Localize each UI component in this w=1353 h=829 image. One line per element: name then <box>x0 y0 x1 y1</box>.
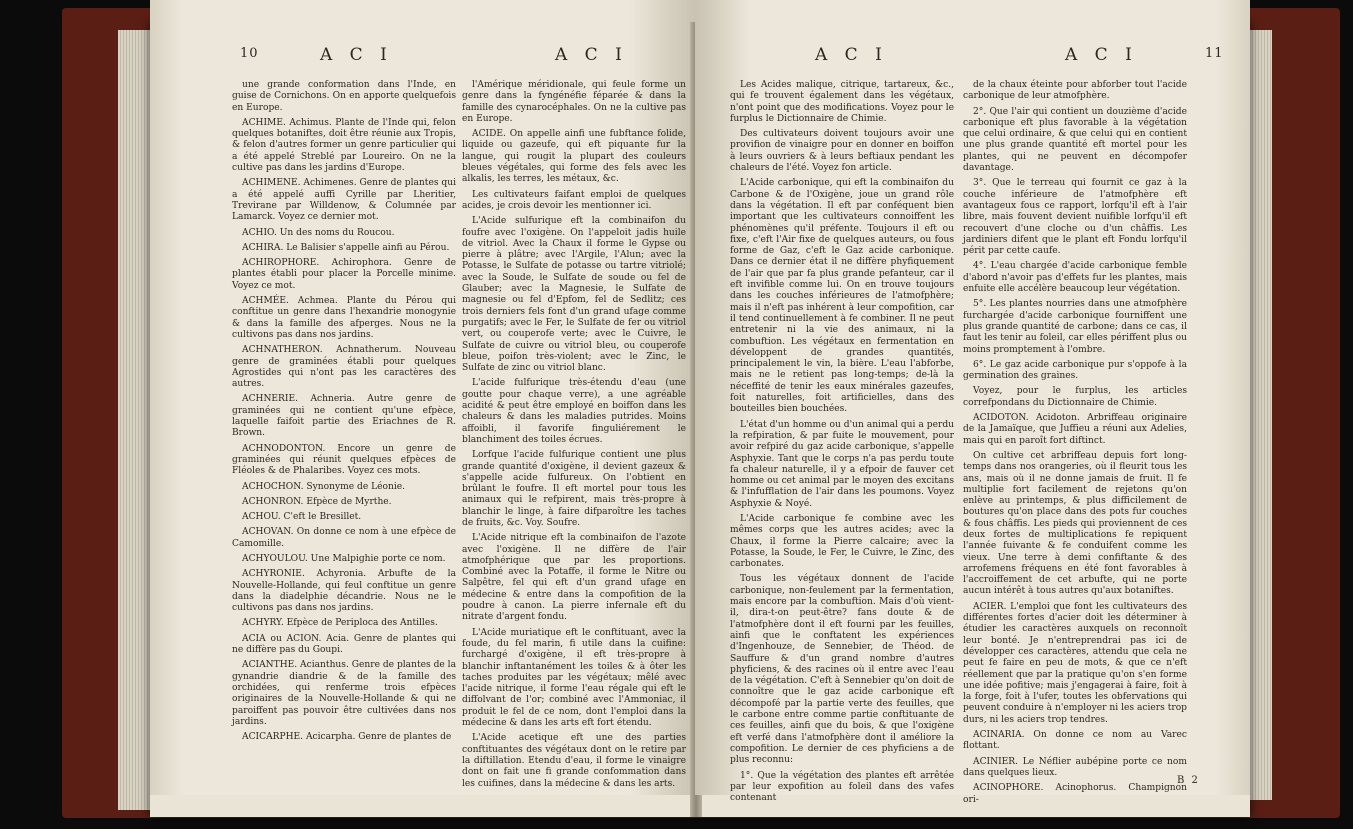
paragraph: 1°. Que la végétation des plantes eft arrêtée par leur expofition au foleil dans des vafes contenant <box>730 770 954 804</box>
paragraph: ACICARPHE. Acicarpha. Genre de plantes de <box>242 732 452 743</box>
paragraph: ACHYOULOU. Une Malpighie porte ce nom. <box>242 553 446 564</box>
paragraph: Lorfque l'acide fulfurique contient une plus grande quantité d'oxigène, il devient gazeux & s'appelle acide fulfureux. On l'obtient en brûlant le foufre. Il eft mortel pour tous les animaux qui le refpirent, mais très-propre à blanchir le linge, à faire difparoître les taches de fruits, &c. Voy. Soufre. <box>462 450 686 528</box>
paragraph: 4°. L'eau chargée d'acide carbonique femble d'abord n'avoir pas d'effets fur les plantes, mais enfuite elle accélère beaucoup leur végétation. <box>963 261 1187 295</box>
paragraph: L'Acide acetique eft une des parties conftituantes des végétaux dont on le retire par la diftillation. Etendu d'eau, il forme le vinaigre dont on fait une fi grande confommation dans les cuifines, dans la médecine & dans les arts. <box>462 733 686 789</box>
paragraph: ACHOU. C'eft le Bresillet. <box>242 512 362 523</box>
text-column <box>462 80 686 794</box>
paragraph: L'Acide muriatique eft le conftituant, avec la foude, du fel marin, fi utile dans la cuifine: furchargé d'oxigène, il eft très-propre à blanchir inftantanément les toiles & à ôter les taches produites par les végétaux; mêlé avec l'acide nitrique, il forme l'eau régale qui eft le diffolvant de l'or; combiné avec l'Ammoniac, il produit le fel de ce nom, dont l'emploi dans la médecine & dans les arts eft fort étendu. <box>462 627 686 729</box>
paragraph: ACHYRONIE. Achyronia. Arbufte de la Nouvelle-Hollande, qui feul conftitue un genre dans la diadelphie décandrie. Nous ne le cultivons pas dans nos jardins. <box>232 569 456 614</box>
paragraph: ACHIME. Achimus. Plante de l'Inde qui, felon quelques botaniftes, doit être réunie aux Tropis, & felon d'autres former un genre particulier qui a été appelé Streblé par Loureiro. On ne la cultive pas dans les jardins d'Europe. <box>232 117 456 174</box>
right-page <box>695 0 1250 805</box>
paragraph: 2°. Que l'air qui contient un douzième d'acide carbonique eft plus favorable à la végétation que celui ordinaire, & que celui qui en contient une plus grande quantité eft mortel pour les plantes, qui ne peuvent en décompofer davantage. <box>963 106 1187 174</box>
paragraph: ACINOPHORE. Acinophorus. Champignon ori- <box>963 783 1187 805</box>
paragraph: ACHNODONTON. Encore un genre de graminées qui réunit quelques efpèces de Fléoles & de Phalaribes. Voyez ces mots. <box>232 443 456 477</box>
page-number: 10 <box>240 46 259 61</box>
paragraph: ACIDE. On appelle ainfi une fubftance folide, liquide ou gazeufe, qui eft piquante fur la langue, qui rougit la plupart des couleurs bleues végétales, qui forme des fels avec les alkalis, les terres, les métaux, &c. <box>462 129 686 185</box>
paragraph: ACHOCHON. Synonyme de Léonie. <box>242 481 406 492</box>
paragraph: une grande conformation dans l'Inde, en guise de Cornichons. On en apporte quelquefois en Europe. <box>232 80 456 113</box>
paragraph: ACINARIA. On donne ce nom au Varec flottant. <box>963 730 1187 752</box>
page-edges-left <box>118 30 152 810</box>
text-column <box>232 80 456 747</box>
paragraph: ACHNERIE. Achneria. Autre genre de graminées qui ne contient qu'une efpèce, laquelle faifoit partie des Eriachnes de R. Brown. <box>232 394 456 439</box>
paragraph: L'état d'un homme ou d'un animal qui a perdu la refpiration, & par fuite le mouvement, pour avoir refpiré du gaz acide carbonique, s'appelle Asphyxie. Tant que le corps n'a pas perdu toute fa chaleur naturelle, il y a efpoir de fauver cet homme ou cet animal par le moyen des excitans & l'infufflation de l'air dans les poumons. Voyez Asphyxie & Noyé. <box>730 419 954 509</box>
paragraph: ACHIMENE. Achimenes. Genre de plantes qui a été appelé auffi Cyrille par Lheritier, Trevirane par Willdenow, & Columnée par Lamarck. Voyez ce dernier mot. <box>232 178 456 223</box>
paragraph: ACHMÉE. Achmea. Plante du Pérou qui conftitue un genre dans l'hexandrie monogynie & dans la famille des afperges. Nous ne la cultivons pas dans nos jardins. <box>232 296 456 340</box>
running-head: A C I <box>1065 45 1138 65</box>
paragraph: ACHNATHERON. Achnatherum. Nouveau genre de graminées établi pour quelques Agrostides qui n'ont pas les caractères des autres. <box>232 345 456 390</box>
paragraph: ACIA ou ACION. Acia. Genre de plantes qui ne diffère pas du Goupi. <box>232 633 456 656</box>
paragraph: L'Acide sulfurique eft la combinaifon du foufre avec l'oxigène. On l'appeloit jadis huile de vitriol. Avec la Chaux il forme le Gypse ou pierre à plâtre; avec l'Argile, l'Alun; avec la Potasse, le Sulfate de potasse ou tartre vitriolé; avec la Soude, le Sulfate de soude ou fel de Glauber; avec la Magnesie, le Sulfate de magnesie ou fel d'Epfom, fel de Sedlitz; ces trois derniers fels font d'un grand ufage comme purgatifs; avec le Fer, le Sulfate de fer ou vitriol vert, ou couperofe verte; avec le Cuivre, le Sulfate de cuivre ou vitriol bleu, ou couperofe bleue, poifon très-violent; avec le Zinc, le Sulfate de zinc ou vitriol blanc. <box>462 216 686 374</box>
paragraph: L'Acide carbonique fe combine avec les mêmes corps que les autres acides; avec la Chaux, il forme la Pierre calcaire; avec la Potasse, la Soude, le Fer, le Cuivre, le Zinc, des carbonates. <box>730 513 954 570</box>
paragraph: ACHYRY. Efpèce de Periploca des Antilles. <box>242 618 438 629</box>
left-page <box>150 0 695 795</box>
paragraph: Des cultivateurs doivent toujours avoir une provifion de vinaigre pour en donner en boiffon à leurs ouvriers & à leurs beftiaux pendant les chaleurs de l'été. Voyez fon article. <box>730 129 954 174</box>
paragraph: ACINIER. Le Néflier aubépine porte ce nom dans quelques lieux. <box>963 756 1187 778</box>
text-column <box>963 80 1187 810</box>
paragraph: ACIDOTON. Acidoton. Arbriffeau originaire de la Jamaïque, que Juffieu a réuni aux Adelies, mais qui en paroît fort diftinct. <box>963 413 1187 446</box>
paragraph: ACHOVAN. On donne ce nom à une efpèce de Camomille. <box>232 527 456 549</box>
running-head: A C I <box>320 45 393 65</box>
paragraph: 5°. Les plantes nourries dans une atmofphère furchargée d'acide carbonique fourniffent une plus grande quantité de carbone; dans ce cas, il faut les tenir au foleil, car elles périffent plus ou moins promptement à l'ombre. <box>963 299 1187 355</box>
paragraph: On cultive cet arbriffeau depuis fort long-temps dans nos orangeries, où il fleurit tous les ans, mais où il ne donne jamais de fruit. Il fe multiplie fort facilement de rejetons qu'on enlève au printemps, & plus difficilement de boutures qu'on place dans des pots fur couches & fous châffis. Les pieds qui proviennent de ces deux fortes de multiplications fe repiquent l'année fuivante & fe conduifent comme les vieux. Une terre à demi confiftante & des arrofemens fréquens en été font favorables à l'accroiffement de cet arbufte, qui ne porte aucun intérêt à tous autres qu'aux botaniftes. <box>963 450 1187 597</box>
paragraph: Les cultivateurs faifant emploi de quelques acides, je crois devoir les mentionner ici. <box>462 189 686 211</box>
paragraph: L'Acide nitrique eft la combinaifon de l'azote avec l'oxigène. Il ne diffère de l'air atmofphérique que par les proportions. Combiné avec la Potaffe, il forme le Nitre ou Salpêtre, fel qui eft d'un grand ufage en médecine & entre dans la compofition de la poudre à canon. La pierre infernale eft du nitrate d'argent fondu. <box>462 533 686 623</box>
paragraph: L'acide fulfurique très-étendu d'eau (une goutte pour chaque verre), a une agréable acidité & peut être employé en boiffon dans les chaleurs & dans les maladies putrides. Moins affoibli, il favorife finguliérement le blanchiment des toiles écrues. <box>462 378 686 445</box>
signature-mark: B 2 <box>1177 775 1200 786</box>
paragraph: l'Amérique méridionale, qui feule forme un genre dans la fyngénéfie féparée & dans la famille des cynarocéphales. On ne la cultive pas en Europe. <box>462 80 686 124</box>
page-edges-right <box>1250 30 1272 800</box>
paragraph: ACIANTHE. Acianthus. Genre de plantes de la gynandrie diandrie & de la famille des orchidées, qui renferme trois efpèces originaires de la Nouvelle-Hollande & qui ne paroiffent pas pouvoir être cultivées dans nos jardins. <box>232 660 456 727</box>
paragraph: ACIER. L'emploi que font les cultivateurs des différentes fortes d'acier doit les déterminer à étudier les caractères auxquels on reconnoît leur bonté. Je n'entreprendrai pas ici de développer ces caractères, attendu que cela ne peut fe faire en peu de mots, & que ce n'eft réellement que par la pratique qu'on s'en forme une idée pofitive; mais j'engagerai à faire, foit à la forge, foit à l'ufer, toutes les obfervations qui peuvent conduire à n'employer ni les aciers trop durs, ni les aciers trop tendres. <box>963 601 1187 725</box>
paragraph: de la chaux éteinte pour abforber tout l'acide carbonique de leur atmofphère. <box>963 80 1187 102</box>
paragraph: Voyez, pour le furplus, les articles correfpondans du Dictionnaire de Chimie. <box>963 386 1187 408</box>
paragraph: 6°. Le gaz acide carbonique pur s'oppofe à la germination des graines. <box>963 359 1187 382</box>
paragraph: ACHIRA. Le Balisier s'appelle ainfi au Pérou. <box>242 242 450 253</box>
running-head: A C I <box>815 45 888 65</box>
paragraph: L'Acide carbonique, qui eft la combinaifon du Carbone & de l'Oxigène, joue un grand rôle dans la végétation. Il eft par conféquent bien important que les cultivateurs connoiffent les phénomènes qu'il préfente. Toujours il eft ou fixe, c'eft l'Air fixe de quelques auteurs, ou fous forme de Gaz, c'eft le Gaz acide carbonique. Dans ce dernier état il ne diffère phyfiquement de l'air que par fa plus grande pefanteur, car il eft invifible comme lui. On en trouve toujours dans les couches inférieures de l'atmofphère; mais il n'eft pas inhérent à leur compofition, car il tend continuellement à fe combiner. Il ne peut entretenir ni la vie des animaux, ni la combuftion. Les végétaux en fermentation en développent de grandes quantités, principalement le vin, la bière. L'eau l'abforbe, mais ne le retient pas long-temps; de-là la néceffité de tenir les eaux minérales gazeufes, foit naturelles, foit artificielles, dans des bouteilles bien bouchées. <box>730 178 954 415</box>
paragraph: Les Acides malique, citrique, tartareux, &c., qui fe trouvent également dans les végétaux, n'ont point que des modifications. Voyez pour le furplus le Dictionnaire de Chimie. <box>730 80 954 124</box>
text-column <box>730 80 954 808</box>
paragraph: Tous les végétaux donnent de l'acide carbonique, non-feulement par la fermentation, mais encore par la combuftion. Mais d'où vient-il, dira-t-on peut-être? fans doute & de l'atmofphère dont il eft fourni par les feuilles, ainfi que le conftatent les expériences d'Ingenhouze, de Sennebier, de Théod. de Sauffure & d'un grand nombre d'autres phyficiens, & des racines où il entre avec l'eau de la végétation. C'eft à Sennebier qu'on doit de connoître que le gaz acide carbonique eft décompofé par la partie verte des feuilles, que le carbone entre comme partie conftituante de ces feuilles, ainfi que du bois, & que l'oxigène eft verfé dans l'atmofphère dont il améliore la compofition. Le dernier de ces phyficiens a de plus reconnu: <box>730 574 954 766</box>
paragraph: 3°. Que le terreau qui fournit ce gaz à la couche inférieure de l'atmofphère eft avantageux fous ce rapport, lorfqu'il eft à l'air libre, mais fouvent devient nuifible lorfqu'il eft recouvert d'une cloche ou d'un châffis. Les jardiniers difent que le plant eft Fondu lorfqu'il périt par cette caufe. <box>963 178 1187 257</box>
paragraph: ACHIO. Un des noms du Roucou. <box>242 227 395 238</box>
page-number: 11 <box>1205 46 1224 61</box>
paragraph: ACHONRON. Efpèce de Myrthe. <box>242 496 392 507</box>
paragraph: ACHIROPHORE. Achirophora. Genre de plantes établi pour placer la Porcelle minime. Voyez ce mot. <box>232 258 456 291</box>
running-head: A C I <box>555 45 628 65</box>
